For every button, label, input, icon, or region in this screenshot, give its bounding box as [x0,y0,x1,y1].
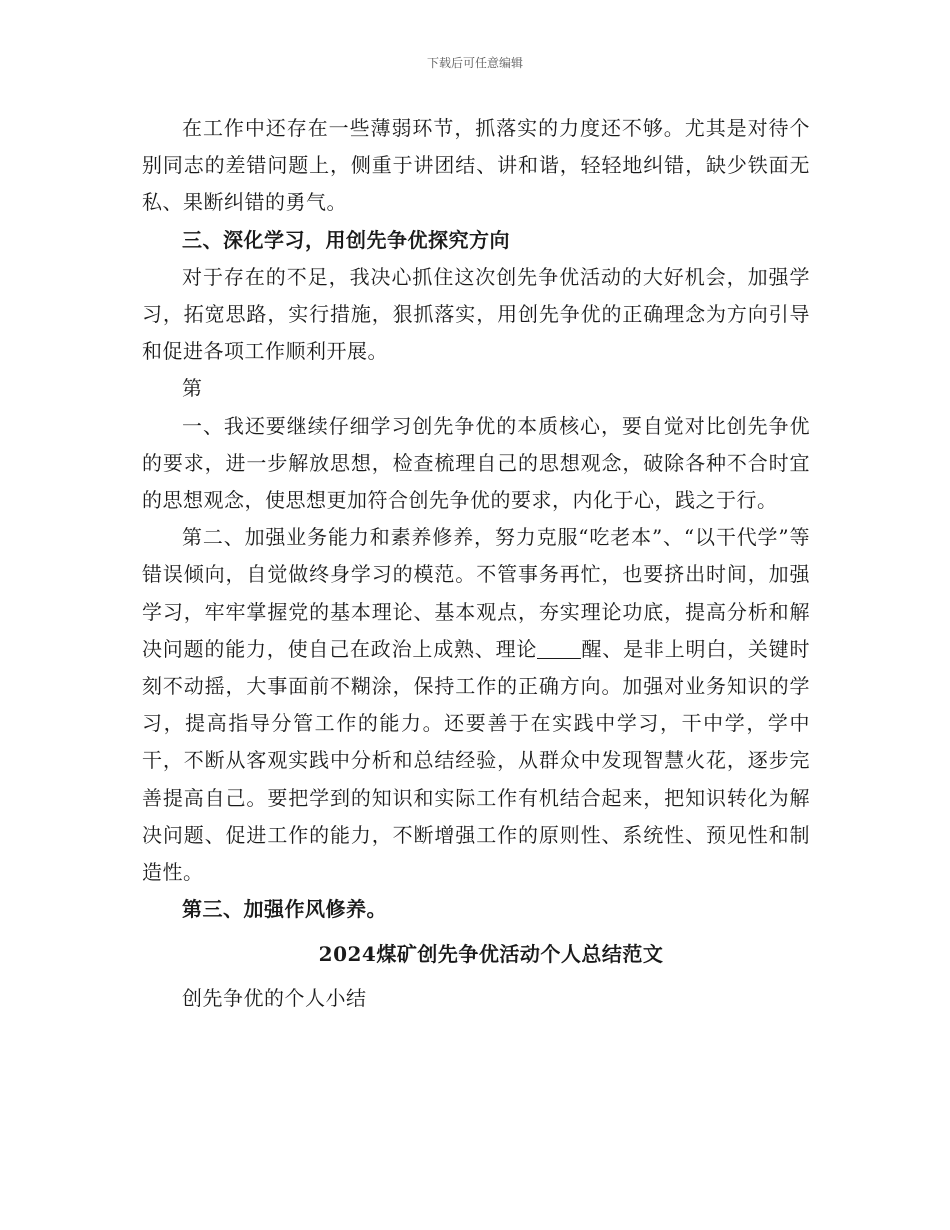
second-point-text-b: 醒、是非上明白，关键时刻不动摇，大事面前不糊涂，保持工作的正确方向。加强对业务知识的学习，提高指导分管工作的能力。还要善于在实践中学习，干中学，学中干，不断从客观实践中分析和总结经验，从群众中发现智慧火花，逐步完善提高自己。要把学到的知识和实际工作有机结合起来，把知识转化为解决问题、促进工作的能力，不断增强工作的原则性、系统性、预见性和制造性。 [142,636,811,885]
page-header-watermark: 下载后可任意编辑 [426,56,523,70]
fill-in-blank [537,638,581,659]
document-title: 2024煤矿创先争优活动个人总结范文 [318,942,664,967]
document-body [142,110,810,1017]
second-point-text-a: 第二、加强业务能力和素养修养，努力克服“吃老本”、“以干代学”等错误倾向，自觉做终身学习的模范。不管事务再忙，也要挤出时间，加强学习，牢牢掌握党的基本理论、基本观点，夯实理论功底，提高分析和解决问题的能力，使自己在政治上成熟、理论 [142,525,810,661]
heading-third-point: 第三、加强作风修养。 [182,897,387,922]
paragraph-second-point [142,519,810,891]
paragraph-summary-start: 创先争优的个人小结 [182,985,367,1010]
paragraph-first-point: 一、我还要继续仔细学习创先争优的本质核心，要自觉对比创先争优的要求，进一步解放思想，检查梳理自己的思想观念，破除各种不合时宜的思想观念，使思想更加符合创先争优的要求，内化于心，践之于行。 [142,413,810,513]
section-heading-3: 三、深化学习，用创先争优探究方向 [182,227,510,252]
paragraph-weak-links: 在工作中还存在一些薄弱环节，抓落实的力度还不够。尤其是对待个别同志的差错问题上，侧重于讲团结、讲和谐，轻轻地纠错，缺少铁面无私、果断纠错的勇气。 [142,116,810,215]
paragraph-di: 第 [182,376,203,401]
paragraph-resolve: 对于存在的不足，我决心抓住这次创先争优活动的大好机会，加强学习，拓宽思路，实行措施，狠抓落实，用创先争优的正确理念为方向引导和促进各项工作顺利开展。 [142,264,810,364]
